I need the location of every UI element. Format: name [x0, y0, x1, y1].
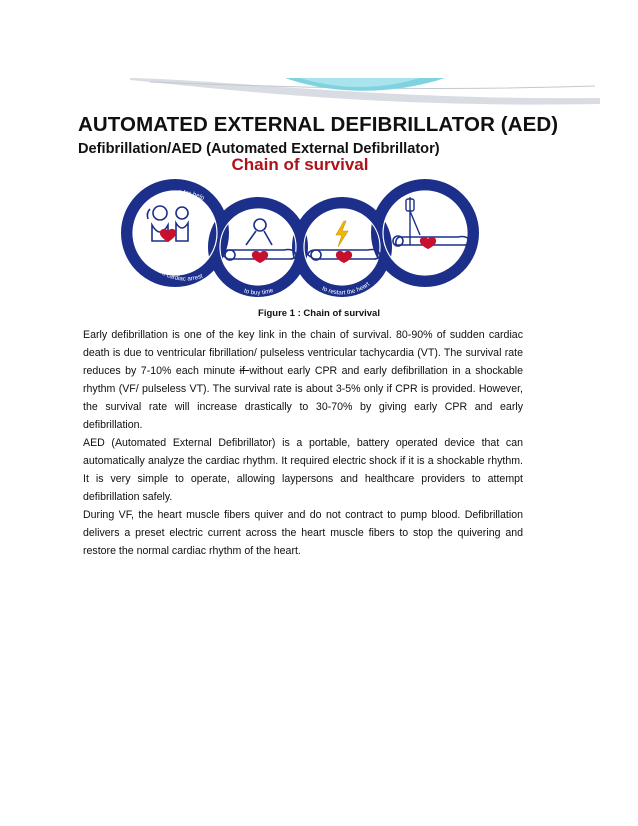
heart-icon [336, 251, 352, 263]
ring-label-restart-heart: to restart the heart [320, 280, 371, 297]
document-subtitle: Defibrillation/AED (Automated External Defibrillator) [78, 141, 440, 157]
lightning-icon [336, 221, 348, 247]
document-title: AUTOMATED EXTERNAL DEFIBRILLATOR (AED) [78, 113, 559, 136]
paragraph-text: Early defibrillation is one of the key link in the chain of survival. 80-90% of sudden cardiac death is due to ventricular fibrillation/ pulseless ventricular tachycardia (VT). The survival rate reduces by 7-10% each minute [83, 329, 523, 377]
paragraph-aed-definition: AED (Automated External Defibrillator) is a portable, battery operated device that can automatically analyze the cardiac rhythm. It required electric shock if it is a shockable rhythm. It is very simple to operate, allowing laypersons and healthcare providers to attempt defibrillation safely. [83, 437, 523, 503]
figure-caption: Figure 1 : Chain of survival [258, 308, 380, 319]
paragraph-text: without early CPR and early defibrillation in a shockable rhythm (VF/ pulseless VT). The survival rate is about 3-5% only if CPR is provided. However, the survival rate will increase drastically to 30-70% by giving early CPR and early defibrillation. [83, 365, 523, 431]
ring-label-post-resuscitation: Post resuscitation care [389, 202, 453, 224]
heart-icon [252, 251, 268, 263]
paragraph-vf-defibrillation: During VF, the heart muscle fibers quiver and do not contract to pump blood. Defibrillation delivers a preset electric current across the heart muscle fibers to stop the quivering and restore the normal cardiac rhythm of the heart. [83, 509, 523, 557]
ring-label-buy-time: to buy time [243, 286, 275, 297]
chain-heading: Chain of survival [231, 155, 369, 174]
ring-label-early-cpr: Early CPR [241, 186, 273, 197]
ring-label-early-defibrillation: Early Defibrillation [312, 186, 366, 203]
header-swoosh-decoration [0, 0, 638, 110]
struck-text: if [239, 365, 250, 377]
chain-of-survival-figure [110, 155, 490, 303]
ring-label-restore-quality: to restore quality of lif [399, 251, 457, 273]
ring-label-early-recognition: Early recognition and call for help [134, 189, 206, 241]
paragraph-early-defibrillation [83, 326, 523, 434]
body-text [83, 326, 523, 560]
heart-icon [420, 237, 436, 249]
ring-label-prevent-arrest: to prevent cardiac arrest [142, 255, 204, 283]
